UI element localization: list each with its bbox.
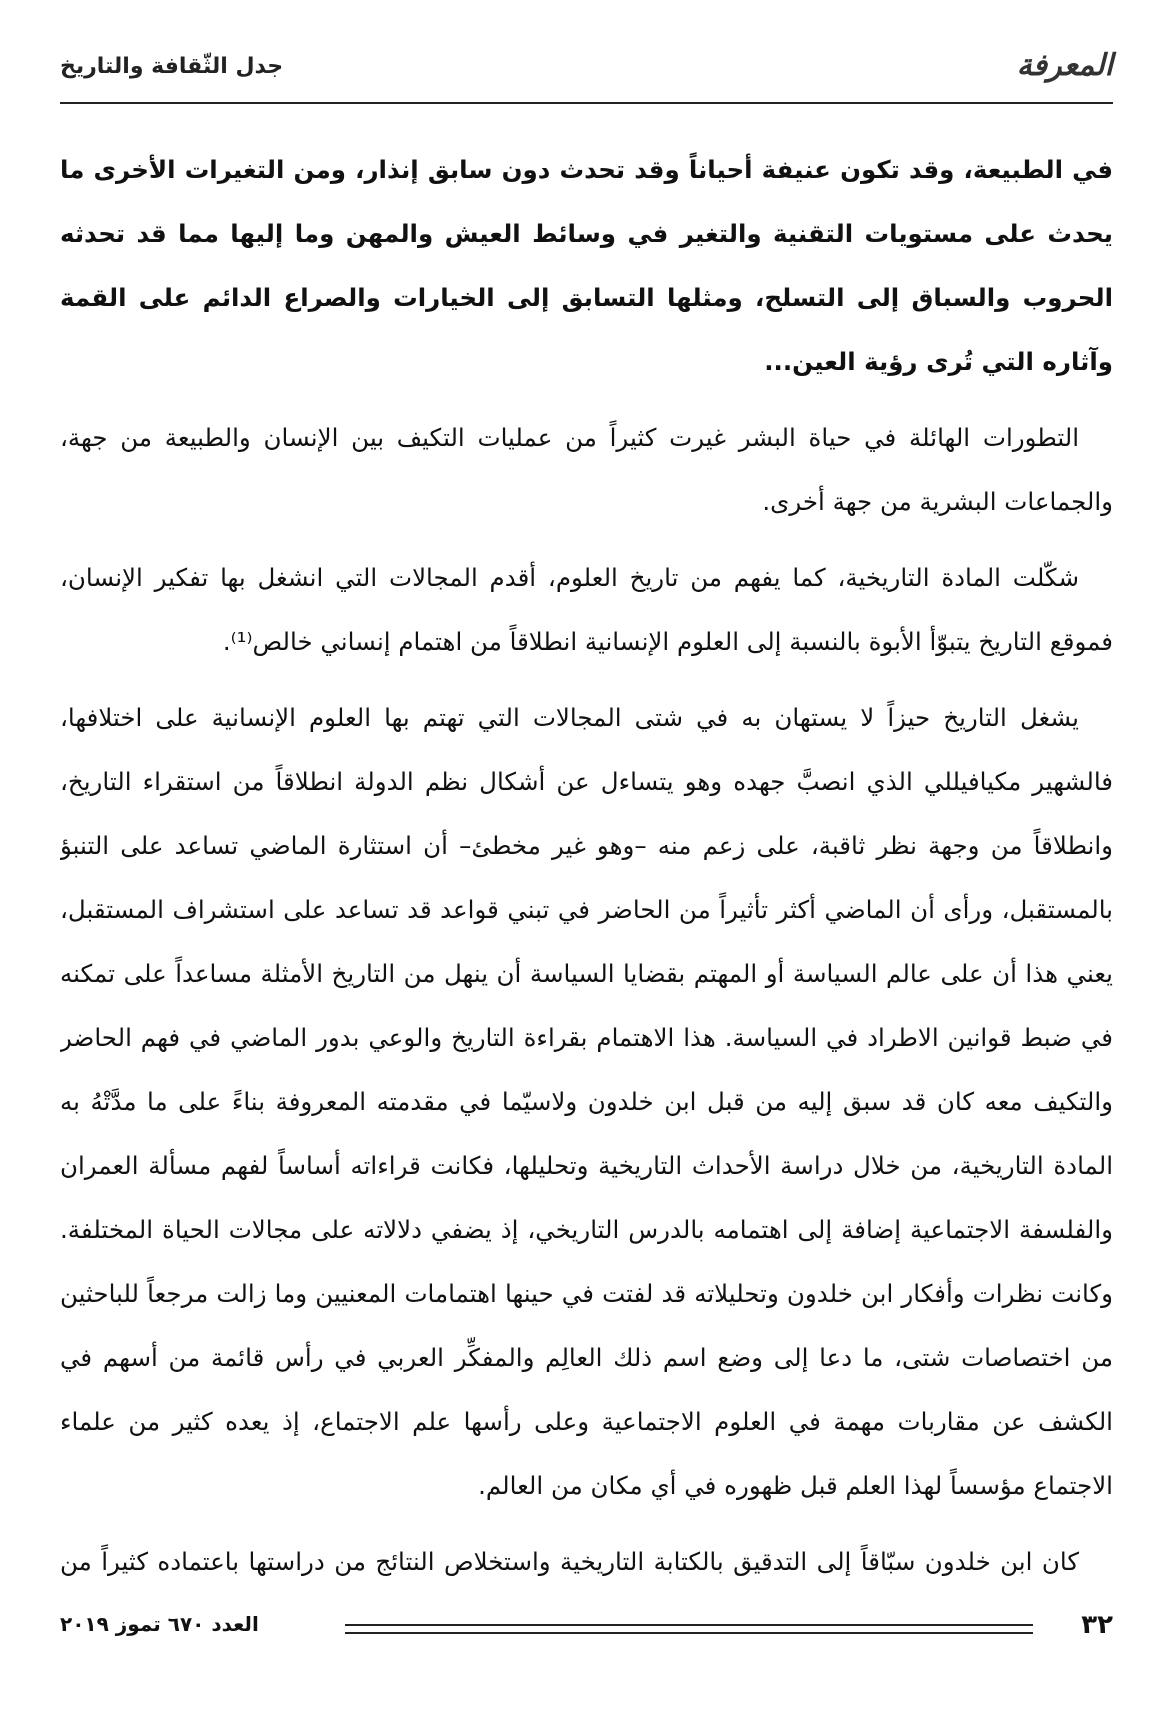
page-footer: [60, 1610, 1113, 1650]
header-divider: [60, 102, 1113, 104]
article-body: [60, 138, 1113, 1588]
paragraph: يشغل التاريخ حيزاً لا يستهان به في شتى المجالات التي تهتم بها العلوم الإنسانية على اختلافها، فالشهير مكيافيللي الذي انصبَّ جهده وهو يتساءل عن أشكال نظم الدولة انطلاقاً من استقراء التاريخ، وانطلاقاً من وجهة نظر ثاقبة، على زعم منه –وهو غير مخطئ– أن استثارة الماضي تساعد على التنبؤ بالمستقبل، ورأى أن الماضي أكثر تأثيراً من الحاضر في تبني قواعد قد تساعد على استشراف المستقبل، يعني هذا أن على عالم السياسة أو المهتم بقضايا السياسة أن ينهل من التاريخ الأمثلة مساعداً على تمكنه في ضبط قوانين الاطراد في السياسة. هذا الاهتمام بقراءة التاريخ والوعي بدور الماضي في فهم الحاضر والتكيف معه كان قد سبق إليه من قبل ابن خلدون ولاسيّما في مقدمته المعروفة بناءً على ما مدَّتْهُ به المادة التاريخية، من خلال دراسة الأحداث التاريخية وتحليلها، فكانت قراءاته أساساً لفهم مسألة العمران والفلسفة الاجتماعية إضافة إلى اهتمامه بالدرس التاريخي، إذ يضفي دلالاته على مجالات الحياة المختلفة. وكانت نظرات وأفكار ابن خلدون وتحليلاته قد لفتت في حينها اهتمامات المعنيين وما زالت مرجعاً للباحثين من اختصاصات شتى، ما دعا إلى وضع اسم ذلك العالِم والمفكِّر العربي في رأس قائمة من أسهم في الكشف عن مقاربات مهمة في العلوم الاجتماعية وعلى رأسها علم الاجتماع، إذ يعده كثير من علماء الاجتماع مؤسساً لهذا العلم قبل ظهوره في أي مكان من العالم.: [60, 703, 1113, 1500]
paragraph: التطورات الهائلة في حياة البشر غيرت كثيراً من عمليات التكيف بين الإنسان والطبيعة من جهة، والجماعات البشرية من جهة أخرى.: [60, 423, 1113, 516]
issue-info: العدد ٦٧٠ تموز ٢٠١٩: [60, 1612, 259, 1636]
page-number: ٣٢: [1081, 1610, 1113, 1640]
paragraph: كان ابن خلدون سبّاقاً إلى التدقيق بالكتابة التاريخية واستخلاص النتائج من دراستها باعتماده كثيراً من: [60, 1547, 1079, 1576]
paragraph-continued: في الطبيعة، وقد تكون عنيفة أحياناً وقد تحدث دون سابق إنذار، ومن التغيرات الأخرى ما يحدث على مستويات التقنية والتغير في وسائط العيش والمهن وما إليها مما قد تحدثه الحروب والسباق إلى التسلح، ومثلها التسابق إلى الخيارات والصراع الدائم على القمة وآثاره التي تُرى رؤية العين...: [60, 155, 1113, 376]
paragraph: شكّلت المادة التاريخية، كما يفهم من تاريخ العلوم، أقدم المجالات التي انشغل بها تفكير الإنسان، فموقع التاريخ يتبوّأ الأبوة بالنسبة إلى العلوم الإنسانية انطلاقاً من اهتمام إنساني خالص⁽¹⁾.: [60, 563, 1113, 656]
running-title: جدل الثّقافة والتاريخ: [60, 54, 284, 79]
footer-divider: [345, 1624, 1033, 1634]
page-header: [60, 48, 1113, 100]
magazine-logo: المعرفة: [1016, 48, 1113, 83]
